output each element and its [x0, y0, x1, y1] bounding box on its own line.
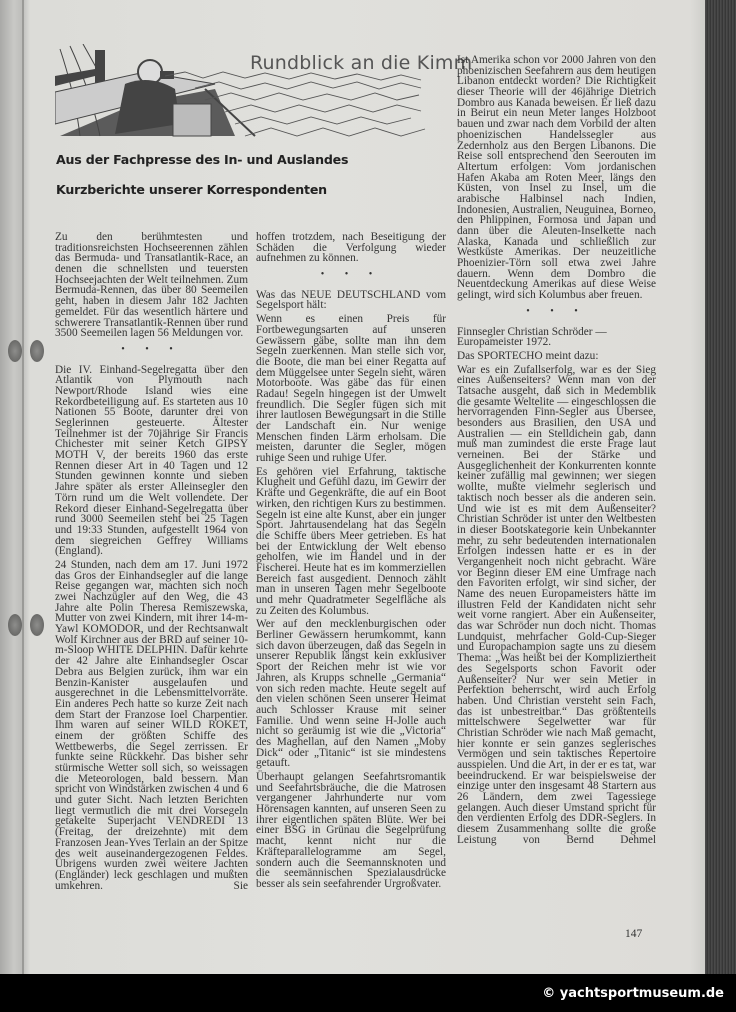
page-gutter — [22, 0, 24, 974]
article-paragraph: War es ein Zufallserfolg, war es der Sieg eines Außenseiters? Wenn man von der Tatsache ausgeht, daß sich in Medemblik die gesamte Weltelite — eingeschlossen die hervorragenden Finn-Segler aus Übersee, besonders aus Brasilien, den USA und Australien — ein Stelldichein gab, dann muß man zumindest die erste Frage laut verneinen. Bei der Stärke und Ausgeglichenheit der Konkurrenten konnte keiner zufällig mal gewinnen; wer siegen wollte, mußte vielmehr seglerisch und taktisch noch besser als die anderen sein. Und wie ist es mit dem Außenseiter? Christian Schröder ist unter den Weltbesten in dieser Bootskategorie kein Unbekannter mehr, zu sehr bedeutenden internationalen Erfolgen indessen hatte er es in der Vergangenheit noch nicht gebracht. Wäre vor Beginn dieser EM eine Umfrage nach den Favoriten erfolgt, wir sind sicher, der Name des neuen Europameisters hätte im illustren Feld der Kandidaten nicht sehr weit vorne rangiert. Aber ein Außenseiter, das war Schröder nun doch nicht. Thomas Lundquist, mehrfacher Gold-Cup-Sieger und Europachampion sagte uns zu diesem Thema: „Was heißt bei der Kompliziertheit des Segelsports schon Favorit oder Außenseiter? Nur wer sein Metier in Perfektion beherrscht, wird auch Erfolg haben. Und Christian versteht sein Fach, das ist unbestreitbar.“ Das größtenteils mittelschwere Segelwetter war für Christian Schröder wie nach Maß gemacht, hier konnte er sein ganzes seglerisches Vermögen und sein taktisches Repertoire ausspielen. Und die Art, in der er es tat, war beeindruckend. Er war beispielsweise der einzige unter den insgesamt 48 Startern aus 26 Ländern, dem zwei Tagessiege gelangen. Auch dieser Umstand spricht für den verdienten Erfolg des DDR-Seglers. In diesem Zusammenhang sollte die große Leistung von Bernd Dehmel — [457, 363, 656, 846]
heading-kurzberichte: Kurzberichte unserer Korrespondenten — [56, 182, 327, 197]
page-number: 147 — [625, 928, 643, 940]
heading-fachpresse: Aus der Fachpresse des In- und Auslandes — [56, 152, 349, 167]
section-separator: • • • — [320, 269, 382, 281]
article-paragraph: Zu den berühmtesten und traditionsreichsten Hochseerennen zählen das Bermuda- und Transatlantik-Race, an denen die schnellsten und teuersten Hochseejachten der Welt teilnehmen. Zum Bermuda-Rennen, das über 80 Seemeilen geht, haben in diesem Jahr 182 Jachten gemeldet. Für das wesentlich härtere und schwerere Transatlantik-Rennen über rund 3500 Seemeilen lagen 56 Meldungen vor. — [55, 231, 248, 340]
article-paragraph: Überhaupt gelangen Seefahrtsromantik und Seefahrtsbräuche, die die Matrosen vergangener Jahrhunderte nur vom Hörensagen kannten, auf unseren Seen zu ihrer eigentlichen späten Blüte. Wer bei einer BSG in Grünau die Segelprüfung macht, kennt nicht nur die Kräfteparallelogramme am Segel, sondern auch die Seemannsknoten und die seemännischen Spezialausdrücke besser als sein seefahrender Urgroßvater. — [256, 771, 446, 890]
article-paragraph: Finnsegler Christian Schröder — Europameister 1972. — [457, 325, 607, 349]
watermark: © yachtsportmuseum.de — [542, 986, 724, 1001]
text-column-2 — [256, 232, 446, 893]
article-paragraph: Ist Amerika schon vor 2000 Jahren von den phoenizischen Seefahrern aus dem heutigen Libanon entdeckt worden? Die Richtigkeit dieser Theorie will der 46jährige Dietrich Dombro aus Kanada beweisen. Er ließ dazu in Beirut ein neun Meter langes Holzboot bauen und zwar nach dem Vorbild der alten phoenizischen Handelssegler aus Zedernholz aus den Bergen Libanons. Die Reise soll entsprechend den Seerouten im Altertum erfolgen: Vom jordanischen Hafen Akaba am Roten Meer, längs den Küsten, von Insel zu Insel, um die arabische Halbinsel nach Indien, Indonesien, Australien, Neuguinea, Borneo, den Phlippinen, Formosa und Japan und dann über die Aleuten-Inselkette nach Alaska, Kanada und schließlich zur Westküste Amerikas. Der neuzeitliche Phoenizier-Törn soll etwa zwei Jahre dauern. Wenn dem Dombro die Neuentdeckung Amerikas auf diese Weise gelingt, wird sich Kolumbus aber freuen. — [457, 54, 656, 302]
article-paragraph: Es gehören viel Erfahrung, taktische Klugheit und Gefühl dazu, im Gewirr der Kräfte und Gegenkräfte, die auf ein Boot wirken, den richtigen Kurs zu bestimmen. Segeln ist eine alte Kunst, aber ein junger Sport. Jahrtausendelang hat das Segeln die Schiffe übers Meer getrieben. Es hat bei der Entwicklung der Welt ebenso geholfen, wie im Handel und in der Fischerei. Heute hat es im kommerziellen Bereich fast ausgedient. Dennoch zählt man in unseren Tagen mehr Segelboote und mehr Quadratmeter Segelfläche als zu Zeiten des Kolumbus. — [256, 465, 446, 617]
binder-hole — [8, 340, 22, 362]
text-column-3 — [457, 55, 656, 849]
section-title: Rundblick an die Kimm — [250, 52, 473, 74]
article-paragraph: 24 Stunden, nach dem am 17. Juni 1972 das Gros der Einhandsegler auf die lange Reise gegangen war, machten sich noch zwei Nachzügler auf den Weg, die 43 Jahre alte Polin Theresa Remiszewska, Mutter von zwei Kindern, mit ihrer 14-m-Yawl KOMODOR, und der Rechtsanwalt Wolf Kirchner aus der BRD auf seiner 10-m-Sloop WHITE DELPHIN. Dafür kehrte der 42 Jahre alte Einhandsegler Oscar Debra aus Belgien zurück, ihm war ein Benzin-Kanister ausgelaufen und ausgerechnet in die Lebensmittelvorräte. Ein anderes Pech hatte so kurze Zeit nach dem Start der Franzose Ioel Charpentier. Ihm waren auf seiner WILD ROKET, einem der größten Schiffe des Wettbewerbs, die Segel zerrissen. Er funkte seine Rückkehr. Das bisher sehr stürmische Wetter soll sich, so weissagen die Meteorologen, bald bessern. Man spricht von Windstärken zwischen 4 und 6 und guter Sicht. Nach letzten Berichten liegt vermutlich die mit drei Vorsegeln getakelte Superjacht VENDREDI 13 (Freitag, der dreizehnte) mit dem Franzosen Jean-Yves Terlain an der Spitze des weit auseinandergezogenen Feldes. Übrigens wurden zwei weitere Jachten (Engländer) leck geschlagen und mußten umkehren. Sie — [55, 558, 248, 892]
section-separator: • • • — [121, 343, 182, 355]
binder-hole — [30, 340, 44, 362]
page-stack-edge — [705, 0, 736, 974]
article-paragraph: Was das NEUE DEUTSCHLAND vom Segelsport hält: — [256, 288, 446, 312]
text-column-1 — [55, 232, 248, 894]
article-paragraph: Wer auf den mecklenburgischen oder Berliner Gewässern herumkommt, kann sich davon überzeugen, daß das Segeln in unserer Republik längst kein exklusiver Sport der Reichen mehr ist wie vor Jahren, als Krupps schnelle „Germania“ von sich reden machte. Heute segelt auf den vielen schönen Seen unserer Heimat auch Schlosser Krause mit seiner Familie. Und wenn seine H-Jolle auch nicht so geräumig ist wie die „Victoria“ des Maghellan, auf den Namen „Moby Dick“ oder „Titanic“ ist sie mindestens getauft. — [256, 618, 446, 770]
article-paragraph: Die IV. Einhand-Segelregatta über den Atlantik von Plymouth nach Newport/Rhode Island wies eine Rekordbeteiligung auf. Es starteten aus 10 Nationen 55 Boote, darunter drei von Seglerinnen gesteuerte. Ältester Teilnehmer ist der 70jährige Sir Francis Chichester mit seiner Ketch GIPSY MOTH V, der bereits 1960 das erste Rennen dieser Art in 40 Tagen und 12 Stunden gewinnen konnte und sieben Jahre später als erster Alleinsegler den Törn rund um die Welt vollendete. Der Rekord dieser Einhand-Segelregatta über rund 3000 Seemeilen steht bei 25 Tagen und 19:33 Stunden, aufgestellt 1964 von dem siegreichen Geffrey Williams (England). — [55, 363, 248, 558]
binder-hole — [30, 614, 44, 636]
binder-hole — [8, 614, 22, 636]
article-paragraph: Wenn es einen Preis für Fortbewegungsarten auf unseren Gewässern gäbe, sollte man ihn dem Segeln zuerkennen. Man stelle sich vor, die Boote, die man bei einer Regatta auf dem Müggelsee unter Segeln sieht, wären Motorboote. Was gäbe das für einen Radau! Segeln hingegen ist der Umwelt freundlich. Die Segler fügen sich mit ihrer lautlosen Bewegungsart in die Stille der Landschaft ein. Nur wenige Menschen finden Lärm erholsam. Die meisten, darunter die Segler, mögen ruhige Seen und ruhige Ufer. — [256, 313, 446, 465]
article-paragraph: hoffen trotzdem, nach Beseitigung der Schäden die Verfolgung wieder aufnehmen zu können. — [256, 231, 446, 265]
article-paragraph: Das SPORTECHO meint dazu: — [457, 349, 599, 362]
section-separator: • • • — [526, 305, 587, 317]
